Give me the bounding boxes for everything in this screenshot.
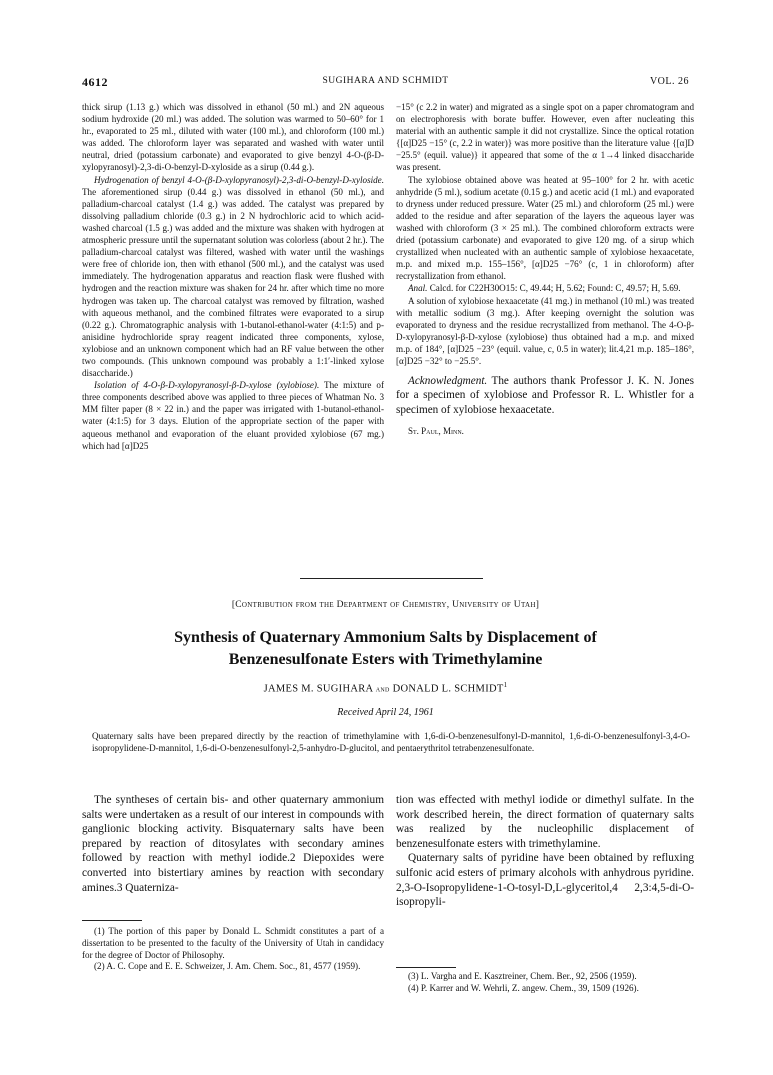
title-line-2: Benzenesulfonate Esters with Trimethylamine [228, 651, 543, 668]
intro-continued: tion was effected with methyl iodide or dimethyl sulfate. In the work described herein, the direct formation of quaternary salts was realized by the nucleophilic displacement of benzenesulfonate esters with trimethylamine. [396, 794, 694, 850]
isolation-text: The mixture of three components described above was applied to three pieces of Whatman No. 3 MM filter paper (8 × 22 in.) and the paper was irrigated with 1-butanol-ethanol-water (4:1:5) for 3 days. Elution of the appropriate section of the paper with aqueous methanol and evaporation of the eluant provided xylobiose (67 mg.) which had [α]D25 [82, 380, 385, 451]
paragraph-analysis [396, 282, 694, 294]
footnote-divider-left [82, 920, 142, 921]
volume-label: VOL. 26 [649, 76, 689, 87]
footnote-4: (4) P. Karrer and W. Wehrli, Z. angew. Chem., 39, 1509 (1926). [408, 982, 639, 993]
hydrogenation-text: The aforementioned sirup (0.44 g.) was dissolved in ethanol (50 ml.), and palladium-charcoal catalyst (1.4 g.) was added. The catalyst was prepared by dissolving palladium chloride (0.3 g.) in 2 N hydrochloric acid to which acid-washed charcoal (1.5 g.) was added and the mixture was shaken with hydrogen at atmospheric pressure until the supernatant solution was colorless (about 2 hr.). The palladium-charcoal catalyst was filtered, washed with water until the washings were free of chloride ion, then with ethanol (500 ml.), and the catalyst was used immediately. The hydrogenation apparatus and reaction flask were flushed with hydrogen and the reaction mixture was shaken for 24 hr. after which time no more hydrogen was taken up. The charcoal catalyst was removed by filtration, washed with aqueous methanol, and the combined filtrates were evaporated to a sirup (0.22 g.). Chromatographic analysis with 1-butanol-ethanol-water (4:1:5) and p-anisidine hydrochloride spray reagent indicated three components, xylose, xylobiose and an unknown component which had an RF value between the other two compounds. (This unknown compound was probably a 1:1′-linked xylose disaccharide.) [82, 186, 384, 379]
footnote-3: (3) L. Vargha and E. Kasztreiner, Chem. Ber., 92, 2506 (1959). [408, 971, 637, 981]
author-line [82, 681, 689, 695]
contribution-line: [Contribution from the Department of Chemistry, University of Utah] [231, 600, 540, 610]
place-line: St. Paul, Minn. [408, 426, 464, 437]
paragraph-isolation [82, 379, 384, 452]
author-1: JAMES M. SUGIHARA [263, 683, 373, 695]
right-column-prev-article [396, 101, 694, 437]
author-conjunction: and [375, 683, 390, 694]
title-line-1: Synthesis of Quaternary Ammonium Salts by Displacement of [174, 629, 597, 646]
abstract: Quaternary salts have been prepared directly by the reaction of trimethylamine with 1,6-di-O-benzenesulfonyl-D-mannitol, 1,6-di-O-benzenesulfonyl-3,4-O-isopropylidene-D-mannitol, 1,6-di-O-benzenesulfonyl-2,5-anhydro-D-glucitol, and pentaerythritol tetrabenzenesulfonate. [92, 731, 690, 754]
footnotes-right [396, 971, 694, 995]
footnote-divider-right [396, 967, 456, 968]
running-head [82, 75, 689, 91]
body-left-column [82, 793, 384, 895]
paragraph-hydrogenation [82, 174, 384, 380]
author-2: DONALD L. SCHMIDT [392, 683, 504, 695]
article-title [82, 627, 689, 671]
ack-label: Acknowledgment. [408, 375, 488, 388]
footnote-1: (1) The portion of this paper by Donald L. Schmidt constitutes a part of a dissertation to be presented to the faculty of the University of Utah in candidacy for the degree of Doctor of Philosophy. [82, 926, 384, 960]
isolation-heading: Isolation of 4-O-β-D-xylopyranosyl-β-D-xylose (xylobiose). [94, 380, 320, 391]
running-head-authors: SUGIHARA AND SCHMIDT [322, 76, 449, 86]
left-column-prev-article [82, 101, 384, 452]
hydrogenation-heading: Hydrogenation of benzyl 4-O-(β-D-xylopyranosyl)-2,3-di-O-benzyl-D-xyloside. [94, 174, 384, 185]
footnotes-left [82, 926, 384, 973]
received-date: Received April 24, 1961 [337, 707, 434, 718]
intro-paragraph: The syntheses of certain bis- and other quaternary ammonium salts were undertaken as a result of our interest in compounds with ganglionic blocking activity. Bisquaternary salts have been prepared by reaction of ditosylates with secondary amines followed by reaction with methyl iodide.2 Diepoxides were converted into bistertiary amines by reaction with secondary amines.3 Quaterniza- [82, 794, 384, 894]
paragraph-deacetylation: A solution of xylobiose hexaacetate (41 mg.) in methanol (10 ml.) was treated with metallic sodium (3 mg.). After keeping overnight the solution was evaporated to dryness and the residue recrystallized from methanol. The 4-O-β-D-xylopyranosyl-β-D-xylose (xylobiose) thus obtained had a m.p. and mixed m.p. of 184°, [α]D25 −23° (equil. value, c, 0.5 in water); lit.4,21 m.p. 185–186°, [α]D25 −32° to −25.5°. [396, 295, 694, 366]
author-2-footnote-mark: 1 [503, 681, 508, 689]
anal-text: Calcd. for C22H30O15: C, 49.44; H, 5.62; Found: C, 49.57; H, 5.69. [427, 283, 681, 294]
body-right-column [396, 793, 694, 910]
footnote-2: (2) A. C. Cope and E. E. Schweizer, J. Am. Chem. Soc., 81, 4577 (1959). [94, 961, 361, 972]
paragraph-acetylation: The xylobiose obtained above was heated at 95–100° for 2 hr. with acetic anhydride (5 ml.), sodium acetate (0.15 g.) and acetic acid (1 ml.) and evaporated to dryness under reduced pressure. Water (25 ml.) and chloroform (25 ml.) were added to the residue and after separation of the layers the aqueous layer was washed with chloroform (3 × 25 ml.). The combined chloroform extracts were dried (potassium carbonate) and evaporated to give 120 mg. of a sirup which crystallized when nucleated with an authentic sample of xylobiose hexaacetate, m.p. and mixed m.p. 155–156°, [α]D25 −76° (c, 1 in chloroform) after recrystallization from ethanol. [396, 174, 694, 282]
page-number: 4612 [82, 75, 108, 89]
section-divider [300, 578, 483, 579]
paragraph-acknowledgment [396, 374, 694, 417]
paragraph-rotation: −15° (c 2.2 in water) and migrated as a single spot on a paper chromatogram and on electrophoresis with borate buffer. However, even after nucleating this material with an authentic sample it did not crystallize. Since the optical rotation {[α]D25 −15° (c, 2.2 in water)} was more positive than the literature value {[α]D −25.5° (equil. value)} it appeared that some of the α 1→4 linked disaccharide was present. [396, 102, 694, 173]
paragraph-sirup: thick sirup (1.13 g.) which was dissolved in ethanol (50 ml.) and 2N aqueous sodium hydroxide (20 ml.) was added. The solution was warmed to 50–60° for 1 hr., evaporated to 25 ml., diluted with water (100 ml.), and chloroform (100 ml.) was added. The chloroform layer was separated and washed with water until neutral, dried (potassium carbonate) and evaporated to give benzyl 4-O-(β-D-xylopyranosyl)-2,3-di-O-benzyl-D-xyloside as a sirup (0.44 g.). [82, 102, 384, 173]
pyridine-paragraph: Quaternary salts of pyridine have been obtained by refluxing sulfonic acid esters of primary alcohols with anhydrous pyridine. 2,3-O-Isopropylidene-1-O-tosyl-D,L-glyceritol,4 2,3:4,5-di-O-isopropyli- [396, 852, 694, 909]
ack-text: The authors thank Professor J. K. N. Jones for a specimen of xylobiose and Professor R. L. Whistler for a specimen of xylobiose hexaacetate. [396, 375, 694, 416]
anal-label: Anal. [408, 283, 428, 294]
